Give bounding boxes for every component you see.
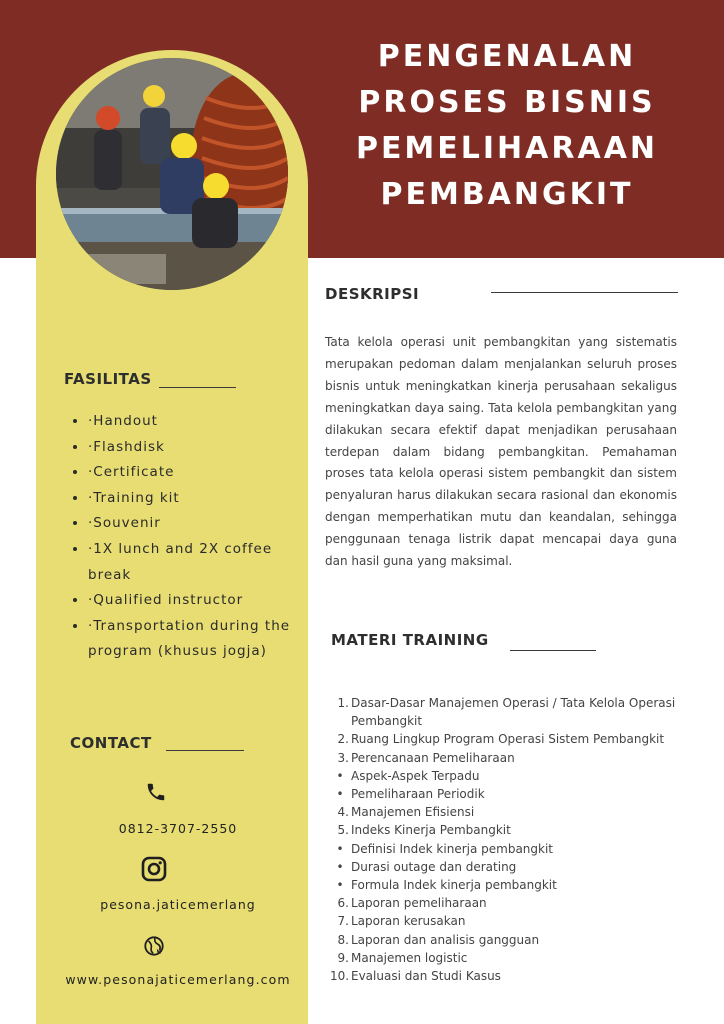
deskripsi-rule — [491, 292, 678, 293]
page-title — [330, 34, 684, 218]
list-text: Aspek-Aspek Terpadu — [351, 768, 480, 783]
list-marker: 2. — [337, 732, 349, 747]
list-text: Definisi Indek kinerja pembangkit — [351, 841, 554, 856]
list-marker: • — [336, 787, 344, 802]
list-item: • ·Souvenir — [88, 511, 308, 537]
list-marker: 9. — [337, 950, 349, 965]
materi-heading: MATERI TRAINING — [331, 631, 489, 649]
list-text: Dasar-Dasar Manajemen Operasi / Tata Kelola Operasi Pembangkit — [351, 696, 676, 729]
list-item — [330, 949, 690, 967]
list-marker: 7. — [337, 914, 349, 929]
list-text: Ruang Lingkup Program Operasi Sistem Pembangkit — [351, 732, 665, 747]
list-marker: • — [336, 841, 344, 856]
list-item — [330, 840, 690, 858]
instagram-handle[interactable]: pesona.jaticemerlang — [100, 897, 256, 912]
instagram-icon — [141, 856, 167, 886]
list-marker: 4. — [337, 805, 349, 820]
title-line: PENGENALAN — [377, 39, 637, 74]
list-item — [330, 858, 690, 876]
fasilitas-list — [70, 409, 308, 665]
list-text: Indeks Kinerja Pembangkit — [351, 823, 511, 838]
list-text: Pemeliharaan Periodik — [351, 787, 485, 802]
list-item: • ·Training kit — [88, 486, 308, 512]
list-item — [330, 749, 690, 767]
list-item: • ·Certificate — [88, 460, 308, 486]
deskripsi-text: Tata kelola operasi unit pembangkitan yang sistematis merupakan pedoman dalam menjalankan seluruh proses bisnis untuk meningkatkan kinerja perusahaan sekaligus meningkatkan daya saing. Tata kelola pembangkitan yang dilakukan secara efektif dapat menjadikan perusahaan terdepan dalam bidang pembangkitan. Pemahaman proses tata kelola operasi sistem pembangkit dan sistem penyaluran harus dilakukan secara rasional dan ekonomis dengan memperhatikan mutu dan keandalan, sehingga penggunaan tenaga listrik dapat mencapai daya guna dan hasil guna yang maksimal. — [325, 335, 677, 569]
list-marker: 6. — [337, 896, 349, 911]
list-item — [330, 785, 690, 803]
list-item — [330, 894, 690, 912]
list-text: Manajemen logistic — [351, 950, 468, 965]
phone-icon — [145, 781, 167, 807]
list-text: Manajemen Efisiensi — [351, 805, 475, 820]
list-item: • ·Handout — [88, 409, 308, 435]
list-marker: • — [336, 859, 344, 874]
list-text: Formula Indek kinerja pembangkit — [351, 878, 557, 893]
list-text: Laporan kerusakan — [351, 914, 466, 929]
phone-number[interactable]: 0812-3707-2550 — [118, 821, 238, 836]
fasilitas-heading: FASILITAS — [64, 370, 152, 388]
list-item — [330, 767, 690, 785]
list-item: • ·Flashdisk — [88, 435, 308, 461]
contact-rule — [166, 750, 244, 751]
list-text: Laporan dan analisis gangguan — [351, 932, 540, 947]
list-marker: 3. — [337, 750, 349, 765]
fasilitas-rule — [159, 387, 236, 388]
title-line: PEMELIHARAAN — [355, 131, 659, 166]
globe-icon — [143, 935, 165, 961]
workers-photo — [56, 58, 288, 290]
list-marker: 8. — [337, 932, 349, 947]
list-item — [330, 967, 690, 985]
list-item — [330, 821, 690, 839]
list-item — [330, 876, 690, 894]
materi-rule — [510, 650, 596, 651]
list-text: Durasi outage dan derating — [351, 859, 517, 874]
list-marker: 1. — [337, 696, 349, 710]
list-marker: 5. — [337, 823, 349, 838]
list-item — [330, 803, 690, 821]
deskripsi-heading: DESKRIPSI — [325, 285, 420, 303]
list-marker: • — [336, 878, 344, 893]
list-text: Laporan pemeliharaan — [351, 896, 487, 911]
title-line: PROSES BISNIS — [358, 85, 656, 120]
list-item: • ·Transportation during the program (khusus jogja) — [88, 614, 308, 665]
list-text: Evaluasi dan Studi Kasus — [351, 969, 501, 984]
list-item — [330, 694, 690, 730]
list-text: Perencanaan Pemeliharaan — [351, 750, 515, 765]
workers-photo-image — [56, 58, 288, 290]
title-line: PEMBANGKIT — [380, 177, 634, 212]
list-marker: 10. — [330, 969, 350, 984]
materi-list — [330, 694, 690, 985]
list-item — [330, 730, 690, 748]
list-item — [330, 912, 690, 930]
list-item: • ·Qualified instructor — [88, 588, 308, 614]
list-item: • ·1X lunch and 2X coffee break — [88, 537, 308, 588]
contact-heading: CONTACT — [70, 734, 152, 752]
list-marker: • — [336, 768, 344, 783]
website-link[interactable]: www.pesonajaticemerlang.com — [65, 972, 291, 987]
list-item — [330, 931, 690, 949]
